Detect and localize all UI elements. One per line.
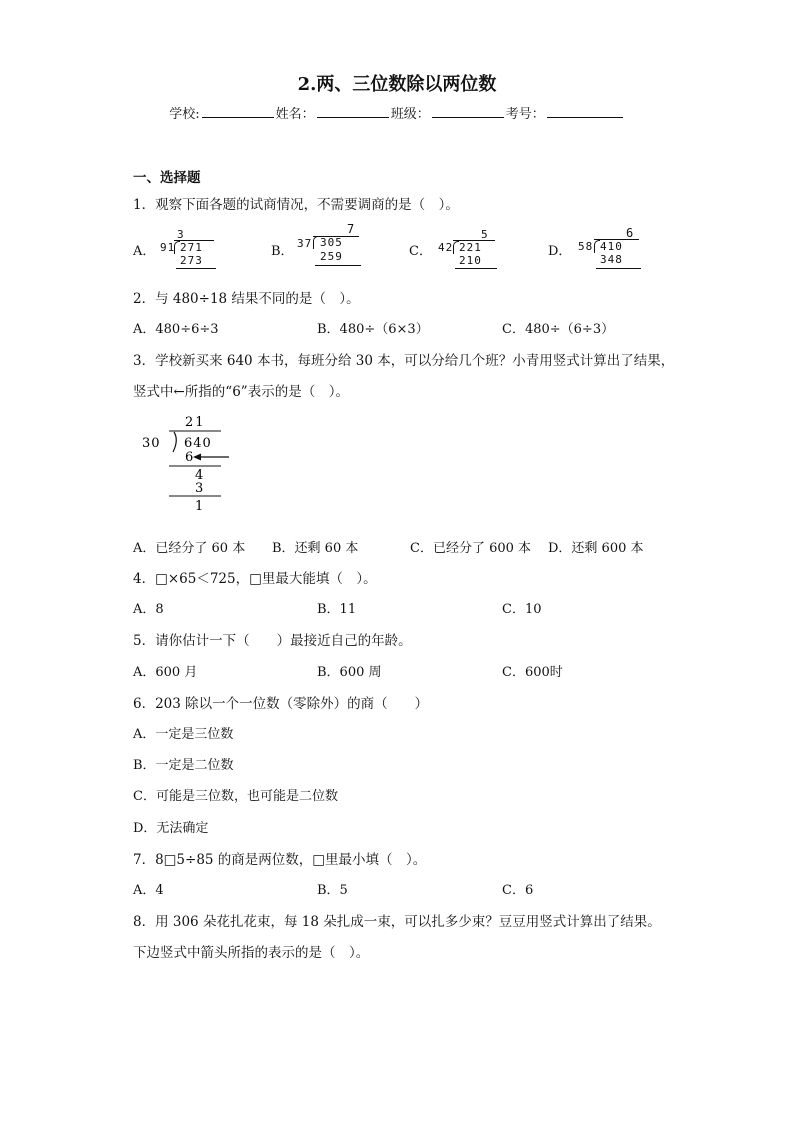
school-blank[interactable] (202, 105, 274, 118)
quotient: 7 (347, 222, 356, 236)
divisor: 58 (578, 240, 594, 253)
q7-option-b[interactable]: B．5 (317, 883, 348, 898)
divisor: 91 (160, 241, 176, 254)
question-3-stem-line2: 竖式中←所指的“6”表示的是（ ）。 (133, 384, 349, 400)
dividend: 305 (320, 236, 343, 249)
question-8-stem-line2: 下边竖式中箭头所指的表示的是（ ）。 (133, 945, 370, 961)
q5-option-b[interactable]: B．600 周 (317, 665, 382, 680)
divisor: 42 (438, 241, 454, 254)
q1-option-b-division (297, 222, 365, 270)
q3-step-3: 3 (195, 481, 204, 496)
q3-quotient: 21 (185, 415, 206, 430)
q3-step-6: 6 (185, 450, 194, 465)
q6-option-b[interactable]: B．一定是二位数 (133, 758, 234, 773)
q1-option-c-division (438, 228, 500, 270)
question-7-stem: 7．8□5÷85 的商是两位数，□里最小填（ ）。 (133, 852, 427, 868)
class-label: 班级： (390, 107, 430, 122)
dividend: 221 (459, 241, 482, 254)
product: 210 (459, 254, 482, 267)
name-blank[interactable] (317, 105, 389, 118)
product: 273 (180, 254, 203, 267)
question-3-stem-line1: 3．学校新买来 640 本书，每班分给 30 本，可以分给几个班？小青用竖式计算出了结果， (133, 353, 675, 369)
q7-option-c[interactable]: C．6 (502, 883, 534, 898)
quotient: 3 (177, 228, 185, 241)
q2-option-b[interactable]: B．480÷（6×3） (317, 322, 429, 337)
question-6-stem: 6．203 除以一个一位数（零除外）的商（ ） (133, 696, 429, 712)
q1-option-c-label[interactable]: C． (409, 244, 432, 259)
product: 259 (320, 250, 343, 263)
school-label: 学校: (169, 107, 200, 122)
q5-option-c[interactable]: C．600时 (502, 665, 563, 680)
quotient: 6 (626, 226, 635, 240)
q5-option-a[interactable]: A．600 月 (133, 665, 198, 680)
question-4-stem: 4．□×65＜725，□里最大能填（ ）。 (133, 571, 377, 587)
q3-long-division-diagram (133, 410, 243, 515)
q6-option-d[interactable]: D．无法确定 (133, 821, 209, 836)
question-5-stem: 5．请你估计一下（ ）最接近自己的年龄。 (133, 633, 412, 649)
student-info-line (0, 103, 794, 122)
product: 348 (600, 253, 623, 266)
exam-no-label: 考号： (505, 107, 545, 122)
question-1-stem: 1．观察下面各题的试商情况，不需要调商的是（ ）。 (133, 197, 459, 213)
page-title: 2.两、三位数除以两位数 (297, 74, 497, 95)
q1-option-a-division (160, 228, 220, 270)
q3-divisor: 30 (142, 436, 161, 451)
q7-option-a[interactable]: A．4 (133, 883, 164, 898)
q4-option-c[interactable]: C．10 (502, 602, 542, 617)
name-label: 姓名： (275, 107, 315, 122)
q6-option-a[interactable]: A．一定是三位数 (133, 727, 234, 742)
dividend: 410 (600, 240, 623, 253)
exam-no-blank[interactable] (547, 105, 623, 118)
q4-option-b[interactable]: B．11 (317, 602, 357, 617)
q1-option-b-label[interactable]: B． (271, 244, 294, 259)
question-2-stem: 2．与 480÷18 结果不同的是（ ）。 (133, 291, 360, 307)
section-title: 一、选择题 (133, 170, 201, 186)
q1-option-a-label[interactable]: A． (133, 244, 156, 259)
q1-option-d-division (578, 226, 644, 272)
q1-option-d-label[interactable]: D． (548, 244, 572, 259)
q3-option-b[interactable]: B．还剩 60 本 (272, 541, 359, 556)
q3-arrow-head (193, 454, 201, 461)
q2-option-c[interactable]: C．480÷（6÷3） (502, 322, 615, 337)
q3-option-a[interactable]: A．已经分了 60 本 (133, 541, 246, 556)
q3-dividend: 640 (184, 436, 212, 451)
q2-option-a[interactable]: A．480÷6÷3 (133, 322, 219, 337)
question-8-stem-line1: 8．用 306 朵花扎花束，每 18 朵扎成一束，可以扎多少束？豆豆用竖式计算出了结果。 (133, 914, 661, 930)
quotient: 5 (481, 228, 489, 241)
q3-option-c[interactable]: C．已经分了 600 本 (410, 541, 532, 556)
q3-remainder: 1 (195, 499, 204, 514)
dividend: 271 (180, 241, 203, 254)
q3-option-d[interactable]: D．还剩 600 本 (548, 541, 644, 556)
q6-option-c[interactable]: C．可能是三位数，也可能是二位数 (133, 789, 338, 804)
q3-step-4: 4 (195, 468, 204, 483)
divisor: 37 (297, 237, 313, 250)
q4-option-a[interactable]: A．8 (133, 602, 164, 617)
class-blank[interactable] (432, 105, 504, 118)
